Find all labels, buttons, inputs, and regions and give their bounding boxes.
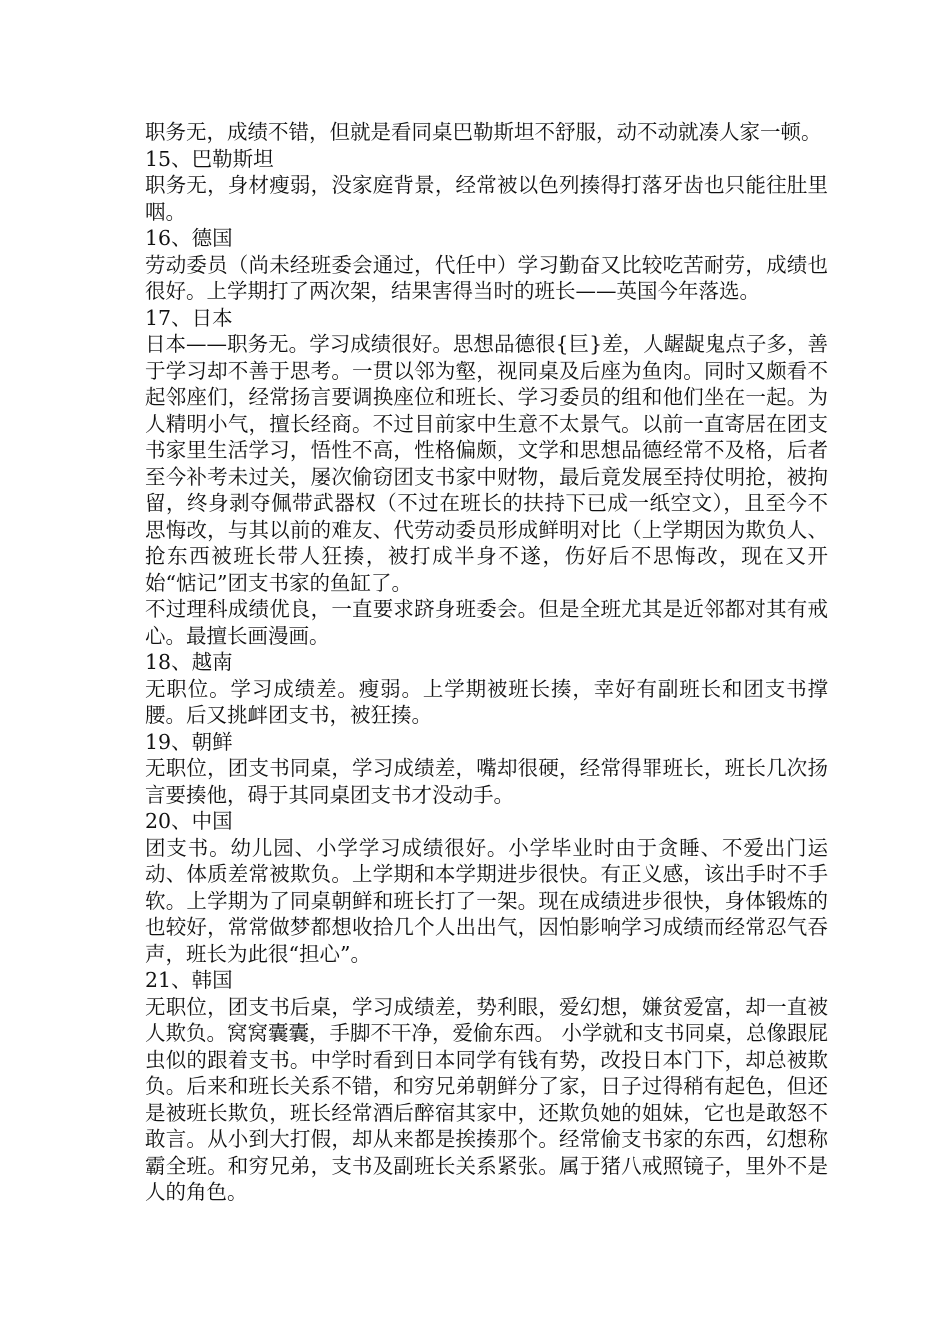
- paragraph-north-korea: 无职位，团支书同桌，学习成绩差，嘴却很硬，经常得罪班长，班长几次扬言要揍他，碍于其同桌团支书才没动手。: [145, 756, 828, 807]
- paragraph-palestine: 职务无，身材瘦弱，没家庭背景，经常被以色列揍得打落牙齿也只能往肚里咽。: [145, 173, 828, 224]
- heading-21-south-korea: 21、韩国: [145, 968, 233, 992]
- paragraph-south-korea: 无职位，团支书后桌，学习成绩差，势利眼，爱幻想，嫌贫爱富，却一直被人欺负。窝窝囊囊，手脚不干净，爱偷东西。 小学就和支书同桌，总像跟屁虫似的跟着支书。中学时看到日本同学有钱有势，改投日本门下，却总被欺负。后来和班长关系不错，和穷兄弟朝鲜分了家，日子过得稍有起色，但还是被班长欺负，班长经常酒后醉宿其家中，还欺负她的姐妹，它也是敢怒不敢言。从小到大打假，却从来都是挨揍那个。经常偷支书家的东西，幻想称霸全班。和穷兄弟，支书及副班长关系紧张。属于猪八戒照镜子，里外不是人的角色。: [145, 994, 829, 1204]
- paragraph-china: 团支书。幼儿园、小学学习成绩很好。小学毕业时由于贪睡、不爱出门运动、体质差常被欺负。上学期和本学期进步很快。有正义感，该出手时不手软。上学期为了同桌朝鲜和班长打了一架。现在成绩进步很快，身体锻炼的也较好，常常做梦都想收拾几个人出出气，因怕影响学习成绩而经常忍气吞声，班长为此很“担心”。: [145, 835, 828, 966]
- document-body: [145, 119, 828, 1206]
- heading-17-japan: 17、日本: [145, 305, 233, 330]
- paragraph-japan: 日本——职务无。学习成绩很好。思想品德很{巨}差，人龌龊鬼点子多，善于学习却不善于思考。一贯以邻为壑，视同桌及后座为鱼肉。同时又颇看不起邻座们，经常扬言要调换座位和班长、学习委员的组和他们坐在一起。为人精明小气，擅长经商。不过目前家中生意不太景气。以前一直寄居在团支书家里生活学习，悟性不高，性格偏颇，文学和思想品德经常不及格，后者至今补考未过关，屡次偷窃团支书家中财物，最后竟发展至持仗明抢，被拘留，终身剥夺佩带武器权（不过在班长的扶持下已成一纸空文），且至今不思悔改，与其以前的难友、代劳动委员形成鲜明对比（上学期因为欺负人、抢东西被班长带人狂揍，被打成半身不遂，伤好后不思悔改，现在又开始“惦记”团支书家的鱼缸了。: [145, 332, 828, 595]
- heading-19-north-korea: 19、朝鲜: [145, 729, 233, 754]
- paragraph-japan-continued: 不过理科成绩优良，一直要求跻身班委会。但是全班尤其是近邻都对其有戒心。最擅长画漫画。: [145, 597, 828, 648]
- heading-15-palestine: 15、巴勒斯坦: [145, 146, 274, 171]
- paragraph-vietnam: 无职位。学习成绩差。瘦弱。上学期被班长揍，幸好有副班长和团支书撑腰。后又挑衅团支书，被狂揍。: [145, 676, 828, 727]
- heading-18-vietnam: 18、越南: [145, 650, 233, 674]
- paragraph-germany: 劳动委员（尚未经班委会通过，代任中）学习勤奋又比较吃苦耐劳，成绩也很好。上学期打了两次架，结果害得当时的班长——英国今年落选。: [145, 252, 828, 303]
- heading-20-china: 20、中国: [145, 809, 233, 833]
- paragraph-japan-ending: 职务无，成绩不错，但就是看同桌巴勒斯坦不舒服，动不动就凑人家一顿。: [145, 120, 822, 144]
- heading-16-germany: 16、德国: [145, 226, 233, 250]
